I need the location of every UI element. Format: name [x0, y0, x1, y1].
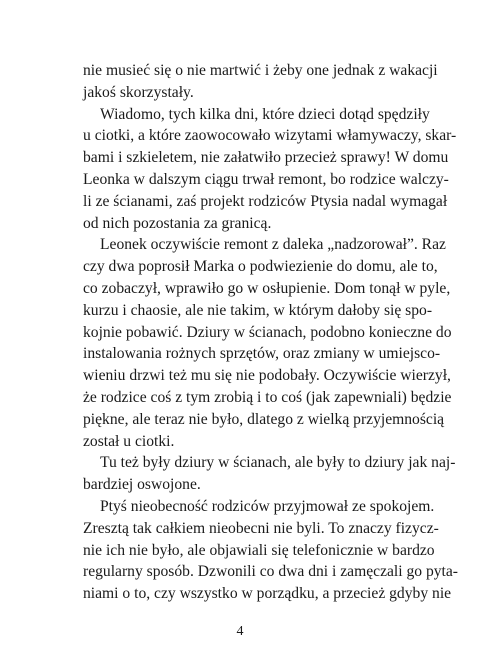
- paragraph-1: [83, 60, 438, 104]
- text-line: bami i szkieletem, nie załatwiło przecież sprawy! W domu: [83, 149, 449, 167]
- body-text: [83, 60, 459, 605]
- paragraph-3: [83, 234, 452, 452]
- text-line: Wiadomo, tych kilka dni, które dzieci dotąd spędziły: [100, 105, 430, 123]
- text-line: został u ciotki.: [83, 432, 175, 450]
- text-line: od nich pozostania za granicą.: [83, 214, 272, 232]
- text-line: kurzu i chaosie, ale nie takim, w którym dałoby się spo-: [83, 301, 433, 319]
- text-line: regularny sposób. Dzwonili co dwa dni i zamęczali go pyta-: [83, 563, 459, 581]
- text-line: Leonka w dalszym ciągu trwał remont, bo rodzice walczy-: [83, 170, 449, 188]
- text-line: co zobaczył, wprawiło go w osłupienie. Dom tonął w pyle,: [83, 279, 451, 297]
- text-line: czy dwa poprosił Marka o podwiezienie do domu, ale to,: [83, 258, 438, 276]
- text-line: Tu też były dziury w ścianach, ale były to dziury jak naj-: [100, 454, 456, 472]
- paragraph-5: [83, 496, 459, 605]
- text-line: że rodzice coś z tym zrobią i to coś (jak zapewniali) będzie: [83, 388, 452, 406]
- text-line: li ze ścianami, zaś projekt rodziców Ptysia nadal wymagał: [83, 192, 448, 210]
- text-line: jakoś skorzystały.: [83, 83, 194, 101]
- text-line: nie musieć się o nie martwić i żeby one jednak z wakacji: [83, 62, 438, 79]
- text-line: piękne, ale teraz nie było, dlatego z wielką przyjemnością: [83, 410, 445, 428]
- text-line: kojnie pobawić. Dziury w ścianach, podobno konieczne do: [83, 323, 452, 341]
- text-line: instalowania rożnych sprzętów, oraz zmiany w umiejsco-: [83, 345, 441, 363]
- text-line: wieniu drzwi też mu się nie podobały. Oczywiście wierzył,: [83, 367, 451, 385]
- text-line: Ptyś nieobecność rodziców przyjmował ze spokojem.: [100, 497, 435, 515]
- text-line: bardziej oswojone.: [83, 476, 201, 494]
- paragraph-4: [83, 452, 456, 496]
- text-line: Leonek oczywiście remont z daleka „nadzorował”. Raz: [100, 236, 446, 254]
- text-line: u ciotki, a które zaowocowało wizytami włamywaczy, skar-: [83, 127, 457, 145]
- text-line: nie ich nie było, ale objawiali się telefonicznie w bardzo: [83, 541, 435, 559]
- text-line: Zresztą tak całkiem nieobecni nie byli. To znaczy fizycz-: [83, 519, 439, 537]
- text-line: niami o to, czy wszystko w porządku, a przecież gdyby nie: [83, 585, 452, 603]
- page-number: 4: [236, 624, 244, 639]
- paragraph-2: [83, 104, 457, 235]
